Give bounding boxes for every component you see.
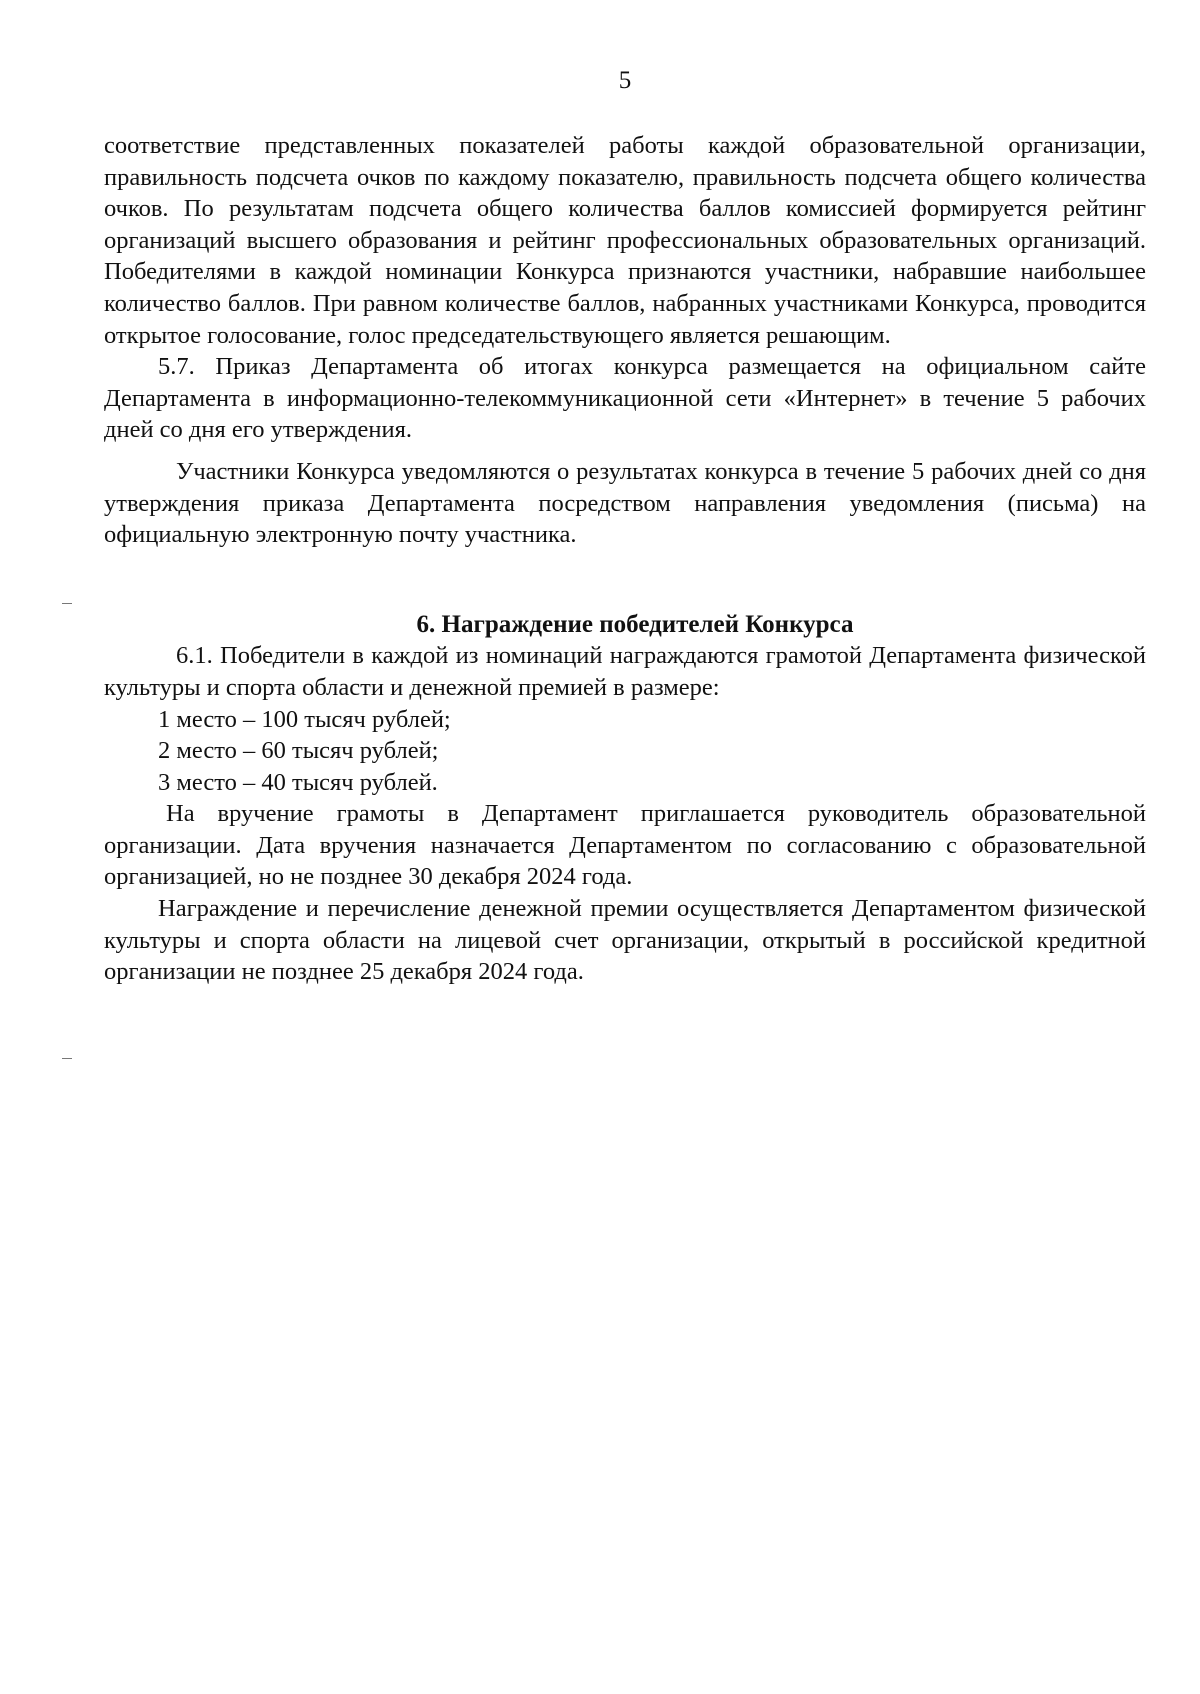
- paragraph-participants-notified: Участники Конкурса уведомляются о результатах конкурса в течение 5 рабочих дней со дня утверждения приказа Департамента посредством направления уведомления (письма) на официальную электронную почту участника.: [104, 457, 1146, 549]
- scan-margin-mark: [62, 603, 72, 604]
- document-body: [104, 130, 1146, 988]
- prize-third-place: 3 место – 40 тысяч рублей.: [158, 768, 438, 796]
- paragraph-6-1-winners: 6.1. Победители в каждой из номинаций награждаются грамотой Департамента физической культуры и спорта области и денежной премией в размере:: [104, 642, 1146, 701]
- paragraph-commission-results: соответствие представленных показателей работы каждой образовательной организации, правильность подсчета очков по каждому показателю, правильность подсчета общего количества очков. По результатам подсчета общего количества баллов комиссией формируется рейтинг организаций высшего образования и рейтинг профессиональных образовательных организаций. Победителями в каждой номинации Конкурса признаются участники, набравшие наибольшее количество баллов. При равном количестве баллов, набранных участниками Конкурса, проводится открытое голосование, голос председательствующего является решающим.: [104, 132, 1146, 349]
- paragraph-5-7-order: 5.7. Приказ Департамента об итогах конкурса размещается на официальном сайте Департамента в информационно-телекоммуникационной сети «Интернет» в течение 5 рабочих дней со дня его утверждения.: [104, 353, 1146, 444]
- scan-margin-mark: [62, 1058, 72, 1059]
- section-6-heading: 6. Награждение победителей Конкурса: [416, 610, 854, 638]
- prize-first-place: 1 место – 100 тысяч рублей;: [158, 705, 451, 733]
- paragraph-prize-payment: Награждение и перечисление денежной премии осуществляется Департаментом физической культуры и спорта области на лицевой счет организации, открытый в российской кредитной организации не позднее 25 декабря 2024 года.: [104, 895, 1146, 986]
- page-number: 5: [618, 67, 632, 94]
- prize-second-place: 2 место – 60 тысяч рублей;: [158, 737, 439, 765]
- paragraph-award-ceremony: На вручение грамоты в Департамент приглашается руководитель образовательной организации. Дата вручения назначается Департаментом по согласованию с образовательной организацией, но не позднее 30 декабря 2024 года.: [104, 800, 1146, 891]
